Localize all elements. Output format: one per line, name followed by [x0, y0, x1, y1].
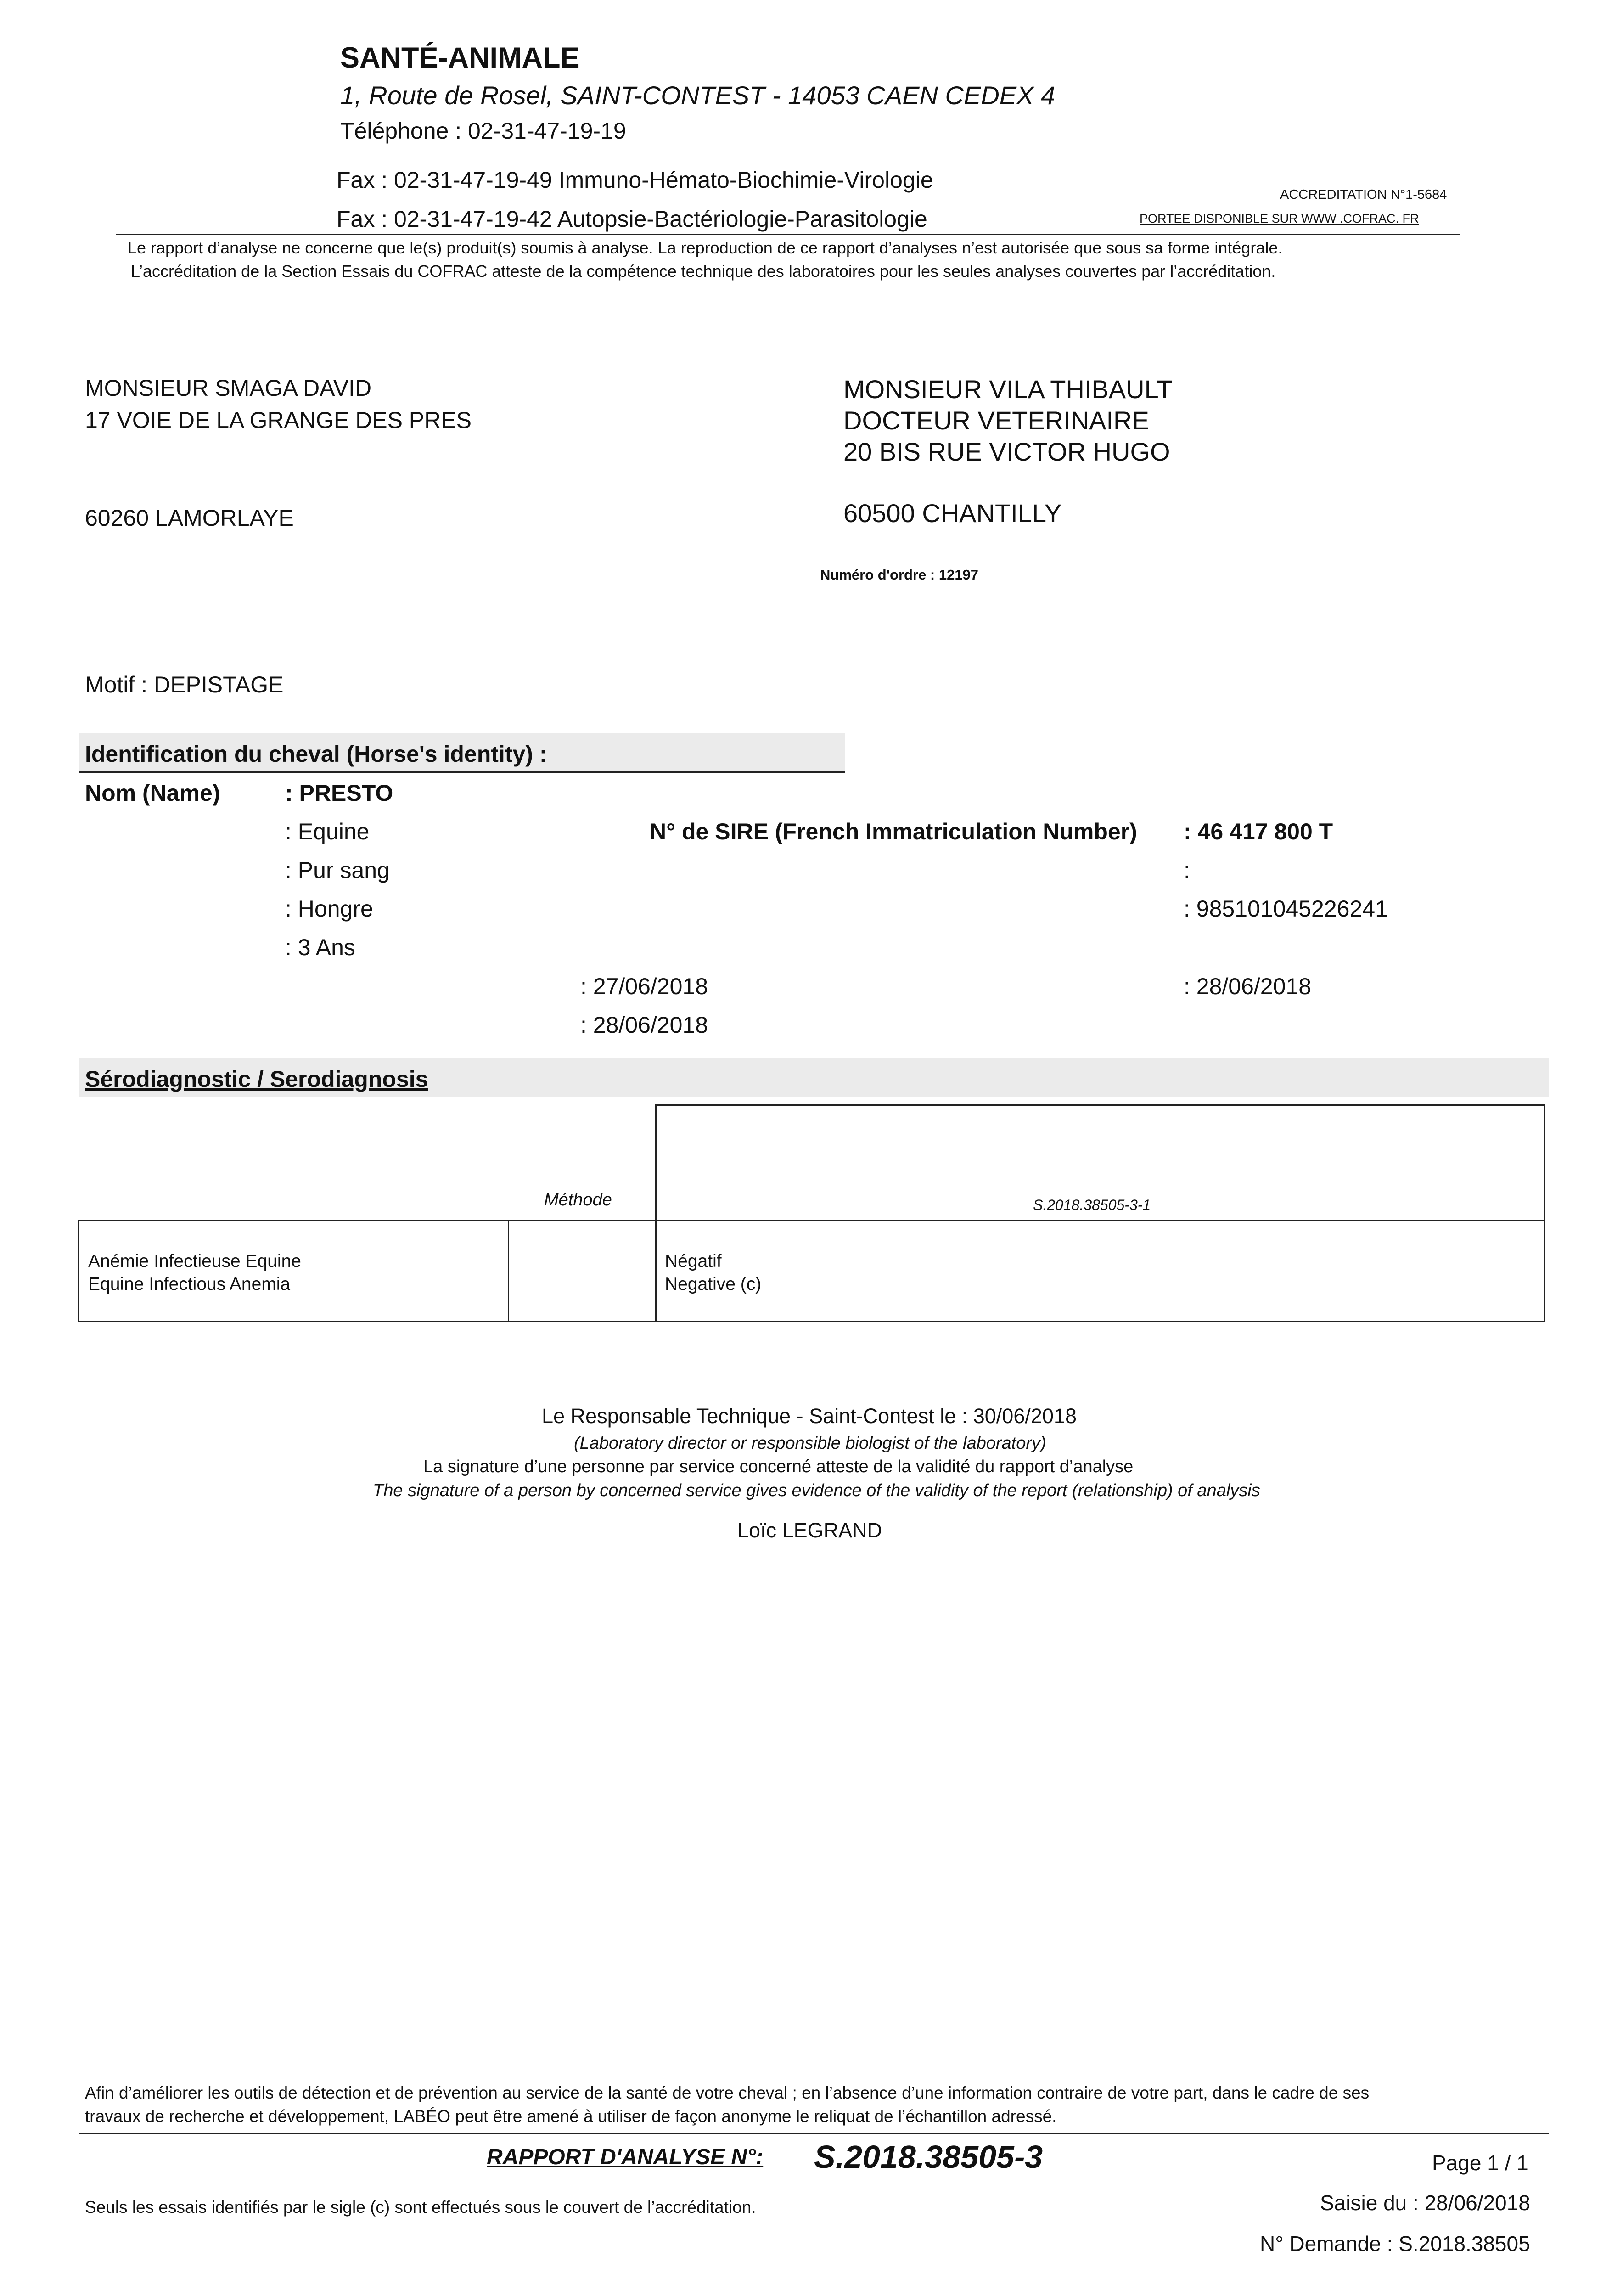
horse-name-value: : PRESTO [285, 780, 393, 806]
page-indicator: Page 1 / 1 [1432, 2151, 1528, 2175]
signature-validity-fr: La signature d’une personne par service concerné atteste de la validité du rapport d’analyse [423, 1457, 1134, 1476]
header-rule [116, 234, 1460, 235]
identification-header-rule [79, 771, 845, 773]
signer-name: Loïc LEGRAND [737, 1519, 882, 1542]
result-fr: Négatif [665, 1251, 722, 1271]
method-header: Méthode [544, 1190, 612, 1210]
analysis-name-fr: Anémie Infectieuse Equine [88, 1251, 301, 1271]
table-divider-result [655, 1220, 657, 1322]
serology-title: Sérodiagnostic / Serodiagnosis [85, 1066, 428, 1092]
cofrac-disclaimer: L’accréditation de la Section Essais du COFRAC atteste de la compétence technique des laboratoires pour les seules analyses couvertes par l’accréditation. [131, 262, 1276, 281]
footer-research-note-2: travaux de recherche et développement, LABÉO peut être amené à utiliser de façon anonyme le reliquat de l’échantillon adressé. [85, 2107, 1057, 2126]
table-divider-method [508, 1220, 509, 1322]
lab-phone: Téléphone : 02-31-47-19-19 [340, 118, 626, 144]
accreditation-number: ACCREDITATION N°1-5684 [1280, 187, 1447, 202]
horse-breed: : Pur sang [285, 857, 390, 883]
vet-street: 20 BIS RUE VICTOR HUGO [843, 437, 1170, 466]
report-number-label: RAPPORT D'ANALYSE N°: [487, 2145, 764, 2169]
signature-title: Le Responsable Technique - Saint-Contest le : 30/06/2018 [542, 1404, 1077, 1428]
request-number: N° Demande : S.2018.38505 [1260, 2232, 1530, 2256]
accreditation-footnote: Seuls les essais identifiés par le sigle (c) sont effectués sous le couvert de l’accréditation. [85, 2198, 756, 2217]
horse-species: : Equine [285, 819, 370, 844]
report-disclaimer: Le rapport d’analyse ne concerne que le(s) produit(s) soumis à analyse. La reproduction de ce rapport d’analyses n’est autorisée que sous sa forme intégrale. [128, 238, 1283, 257]
owner-city: 60260 LAMORLAYE [85, 505, 294, 531]
signature-validity-en: The signature of a person by concerned service gives evidence of the validity of the report (relationship) of analysis [373, 1481, 1260, 1500]
cofrac-scope-link[interactable]: PORTEE DISPONIBLE SUR WWW .COFRAC. FR [1140, 212, 1419, 225]
signature-title-en: (Laboratory director or responsible biologist of the laboratory) [574, 1434, 1046, 1453]
vet-city: 60500 CHANTILLY [843, 499, 1062, 528]
analysis-name-en: Equine Infectious Anemia [88, 1274, 291, 1294]
entry-date: Saisie du : 28/06/2018 [1320, 2191, 1530, 2215]
lab-fax-immuno: Fax : 02-31-47-19-49 Immuno-Hémato-Biochimie-Virologie [337, 167, 933, 193]
vet-name: MONSIEUR VILA THIBAULT [843, 375, 1173, 404]
owner-street: 17 VOIE DE LA GRANGE DES PRES [85, 407, 472, 433]
horse-sex: : Hongre [285, 896, 373, 922]
order-number: Numéro d'ordre : 12197 [820, 567, 979, 583]
lab-fax-autopsie: Fax : 02-31-47-19-42 Autopsie-Bactériologie-Parasitologie [337, 206, 927, 232]
date-3: : 28/06/2018 [1184, 974, 1312, 999]
sire-value: : 46 417 800 T [1184, 819, 1333, 844]
footer-research-note-1: Afin d’améliorer les outils de détection et de prévention au service de la santé de votre cheval ; en l’absence d’une information contraire de votre part, dans le cadre de ses [85, 2083, 1370, 2102]
date-2: : 28/06/2018 [580, 1012, 708, 1038]
sire-label: N° de SIRE (French Immatriculation Number) [650, 819, 1137, 844]
motif: Motif : DEPISTAGE [85, 672, 284, 698]
horse-name-label: Nom (Name) [85, 780, 220, 806]
result-en: Negative (c) [665, 1274, 762, 1294]
date-1: : 27/06/2018 [580, 974, 708, 999]
report-number: S.2018.38505-3 [814, 2139, 1043, 2175]
sample-id-header: S.2018.38505-3-1 [1033, 1197, 1151, 1213]
footer-rule [79, 2133, 1549, 2134]
lab-name: SANTÉ-ANIMALE [340, 42, 580, 74]
vet-title: DOCTEUR VETERINAIRE [843, 406, 1149, 435]
identification-title: Identification du cheval (Horse's identity) : [85, 741, 547, 767]
breed-right-value: : [1184, 857, 1190, 883]
owner-name: MONSIEUR SMAGA DAVID [85, 375, 372, 401]
lab-address: 1, Route de Rosel, SAINT-CONTEST - 14053 CAEN CEDEX 4 [340, 81, 1056, 110]
horse-age: : 3 Ans [285, 934, 355, 960]
horse-chip-number: : 985101045226241 [1184, 896, 1388, 922]
